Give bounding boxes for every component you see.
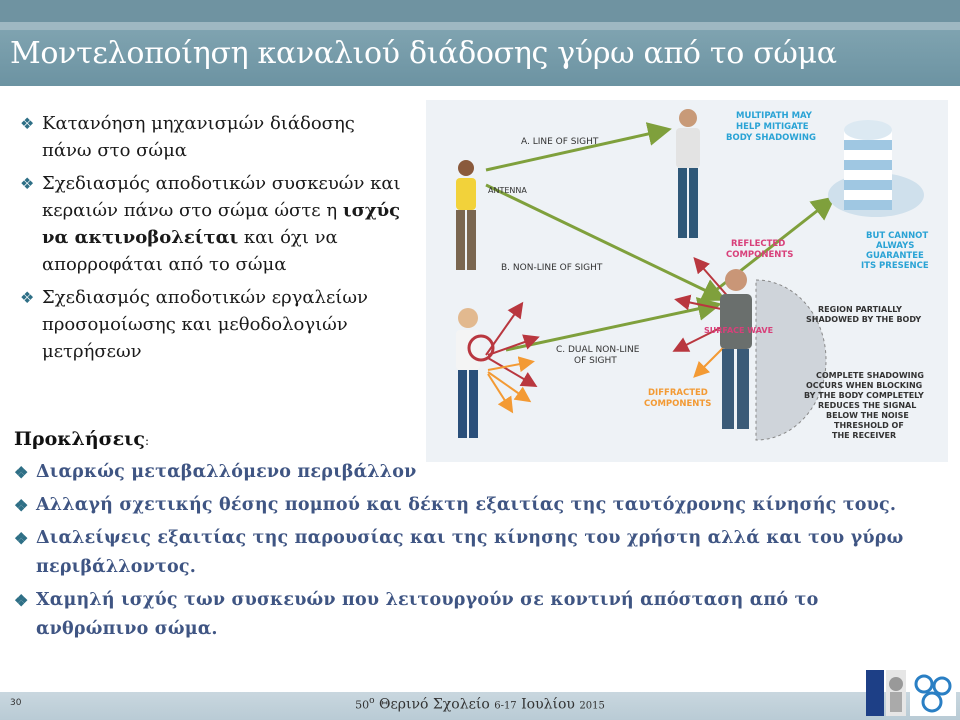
body-channel-diagram bbox=[426, 100, 948, 462]
label-region-shadowed: SHADOWED BY THE BODY bbox=[806, 315, 922, 324]
intro-bullet-text-pre: Σχεδιασμός αποδοτικών συσκευών και κεραιών πάνω στο σώμα ώστε η bbox=[42, 173, 401, 221]
label-complete-shadowing: OCCURS WHEN BLOCKING bbox=[806, 381, 923, 390]
label-region-shadowed: REGION PARTIALLY bbox=[818, 305, 902, 314]
slide-title: Μοντελοποίηση καναλιού διάδοσης γύρω από το σώμα bbox=[10, 36, 837, 71]
footer-year: 2015 bbox=[579, 700, 605, 712]
page-number: 30 bbox=[10, 698, 22, 708]
intro-bullet-text: Σχεδιασμός αποδοτικών εργαλείων προσομοίωσης και μεθοδολογιών μετρήσεων bbox=[42, 287, 368, 362]
challenge-item bbox=[14, 458, 934, 487]
label-complete-shadowing: REDUCES THE SIGNAL bbox=[818, 401, 917, 410]
intro-bullet-item bbox=[20, 284, 410, 365]
diamond-bullet-icon: ❖ bbox=[14, 591, 29, 610]
challenge-text: Αλλαγή σχετικής θέσης πομπού και δέκτη εξαιτίας της ταυτόχρονης κίνησής τους. bbox=[36, 495, 897, 515]
person-child-figure bbox=[456, 308, 493, 438]
label-multipath: MULTIPATH MAY bbox=[736, 111, 812, 121]
label-reflected: COMPONENTS bbox=[726, 250, 794, 260]
label-complete-shadowing: BY THE BODY COMPLETELY bbox=[804, 391, 924, 400]
label-cannot-guarantee: ITS PRESENCE bbox=[861, 261, 929, 271]
footer-dates: 6-17 bbox=[494, 700, 517, 712]
body-channel-figure bbox=[426, 100, 948, 462]
diffracted-arrow bbox=[696, 345, 726, 375]
intro-bullet-text-bold: ισχύς να ακτινοβολείται bbox=[42, 200, 401, 248]
diffracted-arrow bbox=[488, 362, 531, 370]
label-antenna: ANTENNA bbox=[488, 186, 527, 195]
label-complete-shadowing: THRESHOLD OF bbox=[834, 421, 904, 430]
label-cannot-guarantee: ALWAYS bbox=[876, 241, 915, 251]
label-non-line-of-sight: B. NON-LINE OF SIGHT bbox=[501, 263, 603, 273]
challenges-title-suffix: : bbox=[144, 434, 149, 448]
challenge-text: Διαλείψεις εξαιτίας της παρουσίας και της κίνησης του χρήστη αλλά και του γύρω περιβάλλοντος. bbox=[36, 528, 904, 577]
university-logo-icon bbox=[866, 670, 906, 716]
footer-number: 50 bbox=[355, 698, 370, 712]
diamond-bullet-icon: ❖ bbox=[14, 529, 29, 548]
diamond-bullet-icon: ❖ bbox=[14, 463, 29, 482]
challenge-text: Διαρκώς μεταβαλλόμενο περιβάλλον bbox=[36, 462, 417, 482]
label-diffracted: DIFFRACTED bbox=[648, 388, 708, 398]
top-band bbox=[0, 0, 960, 22]
label-diffracted: COMPONENTS bbox=[644, 399, 712, 409]
intro-bullet-text: Κατανόηση μηχανισμών διάδοσης πάνω στο σώμα bbox=[42, 113, 355, 161]
intro-bullet-item bbox=[20, 170, 410, 278]
label-cannot-guarantee: BUT CANNOT bbox=[866, 231, 929, 241]
diamond-bullet-icon: ❖ bbox=[20, 114, 35, 133]
shadow-region bbox=[756, 280, 826, 440]
footer-school: Θερινό Σχολείο bbox=[379, 696, 490, 713]
label-multipath: HELP MITIGATE bbox=[736, 122, 809, 132]
line-of-sight-arrow bbox=[486, 130, 666, 170]
footer-superscript: ο bbox=[369, 696, 375, 706]
diamond-bullet-icon: ❖ bbox=[20, 288, 35, 307]
building-figure bbox=[828, 120, 924, 217]
diamond-bullet-icon: ❖ bbox=[14, 496, 29, 515]
intro-bullet-item bbox=[20, 110, 410, 164]
label-complete-shadowing: COMPLETE SHADOWING bbox=[816, 371, 924, 380]
challenge-item bbox=[14, 491, 934, 520]
challenges-title: Προκλήσεις bbox=[14, 428, 145, 450]
footer-month: Ιουλίου bbox=[521, 696, 575, 713]
label-line-of-sight: A. LINE OF SIGHT bbox=[521, 137, 599, 147]
label-surface-wave: SURFACE WAVE bbox=[704, 326, 774, 335]
label-dual-non-line: C. DUAL NON-LINE bbox=[556, 345, 640, 355]
top-band-secondary bbox=[0, 22, 960, 30]
challenge-item bbox=[14, 524, 934, 582]
challenges-heading bbox=[14, 428, 149, 450]
label-cannot-guarantee: GUARANTEE bbox=[866, 251, 924, 261]
label-reflected: REFLECTED bbox=[731, 239, 786, 249]
diffracted-arrow bbox=[488, 372, 528, 400]
person-antenna-figure bbox=[456, 160, 476, 270]
intro-bullet-list bbox=[20, 110, 410, 371]
label-complete-shadowing: THE RECEIVER bbox=[832, 431, 897, 440]
intro-bullet-text bbox=[42, 170, 410, 278]
label-complete-shadowing: BELOW THE NOISE bbox=[826, 411, 909, 420]
challenge-item bbox=[14, 586, 934, 644]
dual-non-line-arrow bbox=[506, 305, 716, 350]
diamond-bullet-icon: ❖ bbox=[20, 174, 35, 193]
label-multipath: BODY SHADOWING bbox=[726, 133, 816, 143]
label-dual-of-sight: OF SIGHT bbox=[574, 356, 617, 366]
intro-bullet-text-post: και όχι να απορροφάται από το σώμα bbox=[42, 227, 338, 275]
person-receiver-figure bbox=[676, 109, 700, 238]
footer-text bbox=[0, 696, 960, 713]
summer-school-logo-icon bbox=[910, 670, 956, 716]
challenges-list bbox=[14, 458, 934, 648]
challenge-text: Χαμηλή ισχύς των συσκευών που λειτουργούν σε κοντινή απόσταση από το ανθρώπινο σώμα. bbox=[36, 590, 819, 639]
